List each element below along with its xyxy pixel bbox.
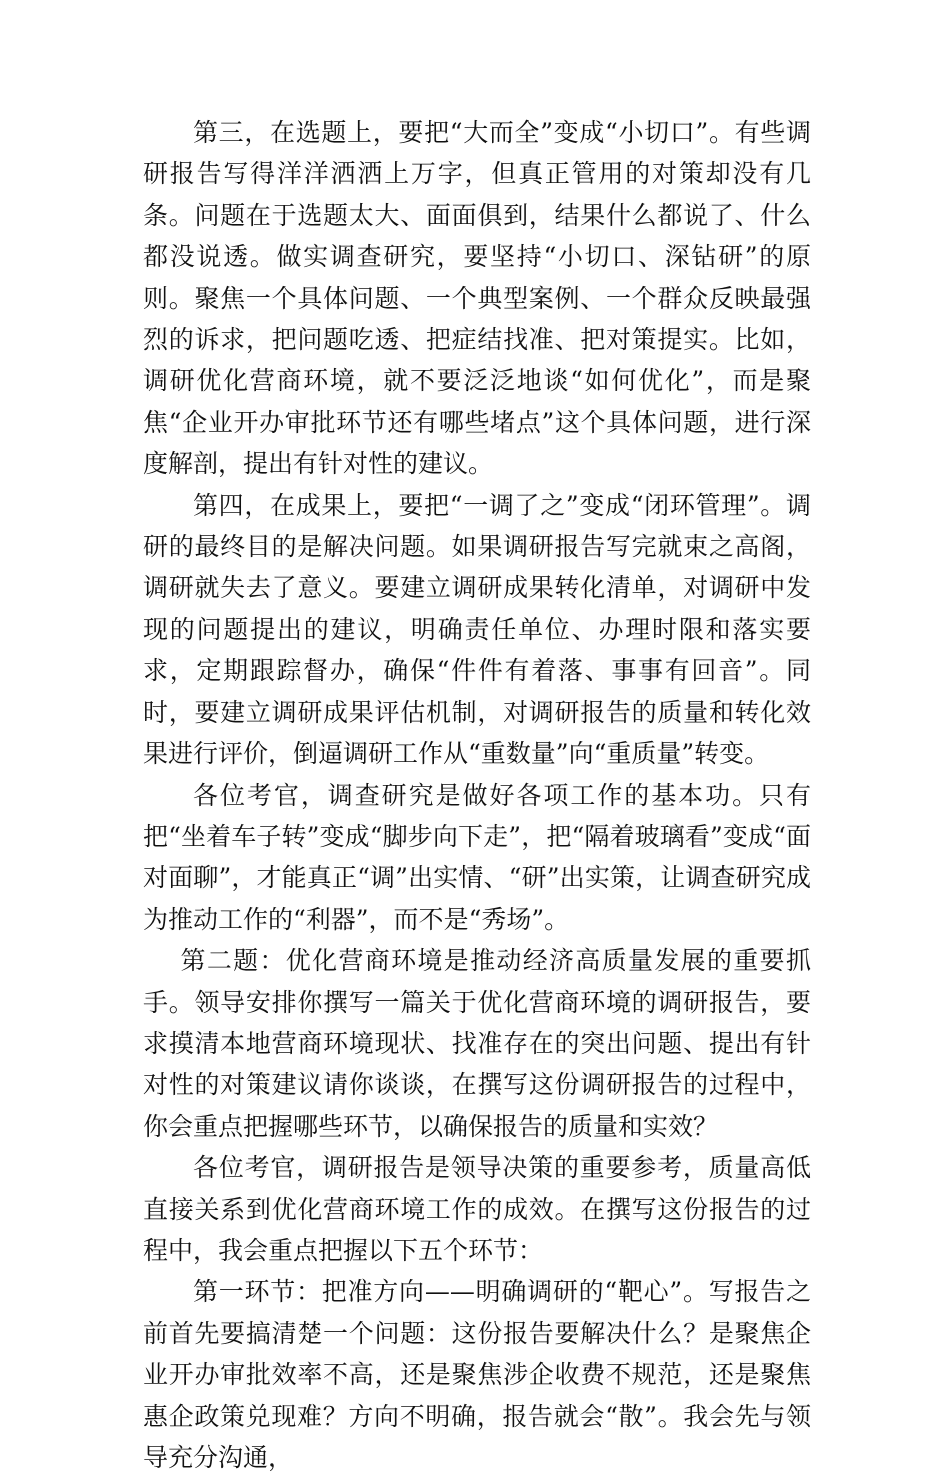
paragraph-conclusion: 各位考官，调查研究是做好各项工作的基本功。只有把“坐着车子转”变成“脚步向下走”，把“隔着玻璃看”变成“面对面聊”，才能真正“调”出实情、“研”出实策，让调查研究成为推动工作的“利器”，而不是“秀场”。 <box>143 780 811 934</box>
paragraph-answer-intro: 各位考官，调研报告是领导决策的重要参考，质量高低直接关系到优化营商环境工作的成效。在撰写这份报告的过程中，我会重点把握以下五个环节： <box>143 1153 811 1265</box>
paragraph-first-step: 第一环节：把准方向——明确调研的“靶心”。写报告之前首先要搞清楚一个问题：这份报告要解决什么？是聚焦企业开办审批效率不高，还是聚焦涉企收费不规范，还是聚焦惠企政策兑现难？方向不明确，报告就会“散”。我会先与领导充分沟通， <box>143 1277 811 1472</box>
paragraph-third-point: 第三，在选题上，要把“大而全”变成“小切口”。有些调研报告写得洋洋洒洒上万字，但真正管用的对策却没有几条。问题在于选题太大、面面俱到，结果什么都说了、什么都没说透。做实调查研究，要坚持“小切口、深钻研”的原则。聚焦一个具体问题、一个典型案例、一个群众反映最强烈的诉求，把问题吃透、把症结找准、把对策提实。比如，调研优化营商环境，就不要泛泛地谈“如何优化”，而是聚焦“企业开办审批环节还有哪些堵点”这个具体问题，进行深度解剖，提出有针对性的建议。 <box>143 118 811 479</box>
document-page <box>143 112 811 1478</box>
paragraph-question-two: 第二题：优化营商环境是推动经济高质量发展的重要抓手。领导安排你撰写一篇关于优化营商环境的调研报告，要求摸清本地营商环境现状、找准存在的突出问题、提出有针对性的对策建议请你谈谈，在撰写这份调研报告的过程中，你会重点把握哪些环节，以确保报告的质量和实效？ <box>143 946 811 1141</box>
paragraph-fourth-point: 第四，在成果上，要把“一调了之”变成“闭环管理”。调研的最终目的是解决问题。如果调研报告写完就束之高阁，调研就失去了意义。要建立调研成果转化清单，对调研中发现的问题提出的建议，明确责任单位、办理时限和落实要求，定期跟踪督办，确保“件件有着落、事事有回音”。同时，要建立调研成果评估机制，对调研报告的质量和转化效果进行评价，倒逼调研工作从“重数量”向“重质量”转变。 <box>143 490 811 769</box>
